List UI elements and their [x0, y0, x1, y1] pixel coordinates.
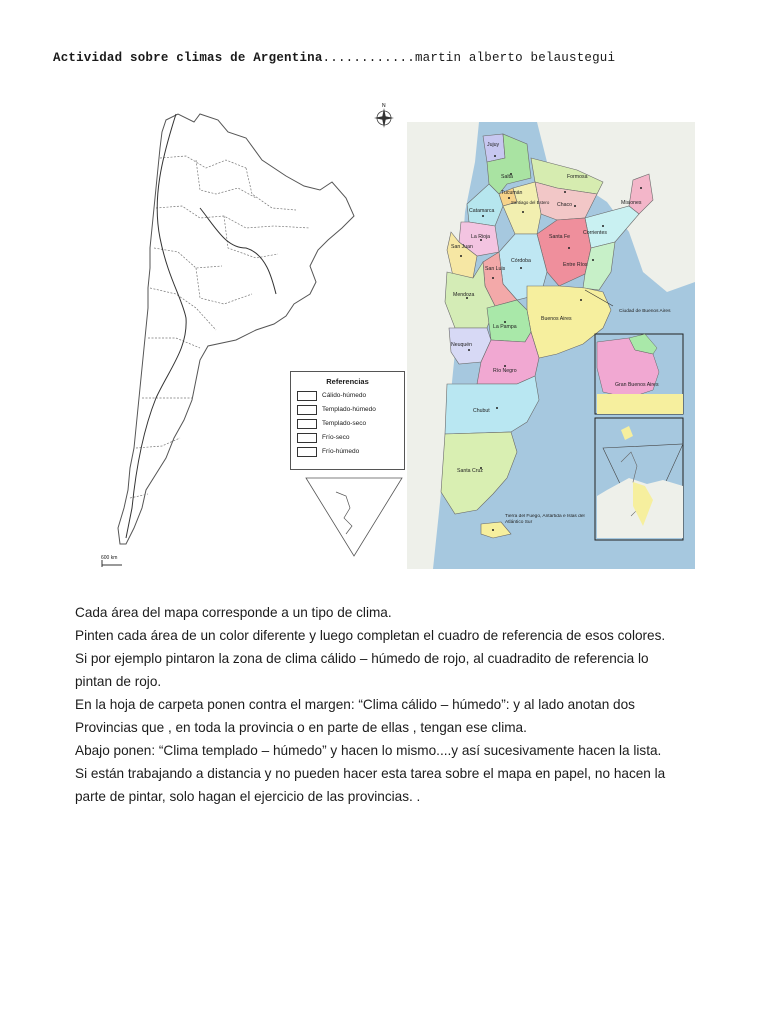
blank-climate-map [96, 98, 408, 568]
province-chubut [445, 376, 539, 434]
label-chaco: Chaco [557, 202, 572, 208]
label-misiones: Misiones [621, 200, 642, 206]
legend-label: Cálido-húmedo [322, 392, 367, 399]
label-santiago: Santiago del Estero [511, 200, 550, 205]
legend-box [290, 371, 405, 470]
label-chubut: Chubut [473, 408, 490, 414]
legend-item [297, 433, 404, 442]
label-rio-negro: Río Negro [493, 368, 517, 374]
instructions-text [75, 601, 715, 808]
legend-label: Frío-seco [322, 434, 350, 441]
instruction-line: Cada área del mapa corresponde a un tipo de clima. [75, 605, 392, 620]
instruction-line: Provincias que , en toda la provincia o en parte de ellas , tengan ese clima. [75, 720, 527, 735]
label-buenos-aires: Buenos Aires [541, 316, 572, 322]
label-la-pampa: La Pampa [493, 324, 517, 330]
label-entre-rios: Entre Ríos [563, 262, 588, 268]
label-neuquen: Neuquén [451, 342, 473, 348]
legend-swatch [297, 405, 317, 415]
label-cordoba: Córdoba [511, 258, 531, 264]
legend-item [297, 419, 404, 428]
legend-swatch [297, 433, 317, 443]
label-san-luis: San Luis [485, 266, 506, 272]
scale-label: 600 km [101, 555, 118, 561]
title-dots: ............ [322, 51, 415, 65]
label-catamarca: Catamarca [469, 208, 495, 214]
instruction-line: Si están trabajando a distancia y no pueden hacer esta tarea sobre el mapa en papel, no hacen la [75, 766, 666, 781]
legend-title: Referencias [326, 377, 369, 386]
political-map [407, 122, 695, 569]
instruction-line: Abajo ponen: “Clima templado – húmedo” y hacen lo mismo....y así sucesivamente hacen la lista. [75, 743, 662, 758]
label-tucuman: Tucumán [501, 190, 523, 196]
instruction-line: Si por ejemplo pintaron la zona de clima cálido – húmedo de rojo, al cuadradito de referencia lo [75, 651, 649, 666]
label-jujuy: Jujuy [487, 142, 500, 148]
document-title-line [53, 51, 615, 65]
label-tierra-del-fuego: Tierra del Fuego, Antártida e Islas del Atlántico Sur [505, 514, 585, 525]
instruction-line: Pinten cada área de un color diferente y luego completan el cuadro de referencia de esos colores. [75, 628, 666, 643]
instruction-line: parte de pintar, solo hagan el ejercicio de las provincias. . [75, 789, 421, 804]
label-santa-cruz: Santa Cruz [457, 468, 483, 474]
province-la-pampa [487, 300, 531, 342]
label-la-rioja: La Rioja [471, 234, 491, 240]
legend-swatch [297, 447, 317, 457]
compass-rose-icon [374, 103, 394, 128]
instruction-line: En la hoja de carpeta ponen contra el margen: “Clima cálido – húmedo”: y al lado anotan dos [75, 697, 635, 712]
legend-swatch [297, 391, 317, 401]
province-jujuy [483, 134, 505, 162]
instruction-line: pintan de rojo. [75, 674, 162, 689]
label-mendoza: Mendoza [453, 292, 475, 298]
author-name: martin alberto belaustegui [414, 51, 616, 65]
label-san-juan: San Juan [451, 244, 473, 250]
antarctic-sector-outline [306, 478, 402, 556]
label-corrientes: Corrientes [583, 230, 607, 236]
svg-text:N: N [382, 103, 386, 109]
label-formosa: Formosa [567, 174, 588, 180]
scale-bar [102, 560, 122, 567]
document-title: Actividad sobre climas de Argentina [53, 51, 323, 65]
label-santa-fe: Santa Fe [549, 234, 571, 240]
gba-inset [595, 334, 683, 414]
antarctic-inset [595, 418, 683, 540]
legend-label: Templado-seco [322, 420, 367, 427]
label-caba: Ciudad de Buenos Aires [619, 309, 671, 314]
legend-item [297, 391, 404, 400]
legend-item [297, 447, 404, 456]
label-gran-buenos-aires: Gran Buenos Aires [615, 382, 659, 388]
label-salta: Salta [501, 174, 513, 180]
legend-label: Templado-húmedo [322, 406, 376, 413]
legend-item [297, 405, 404, 414]
legend-label: Frío-húmedo [322, 448, 360, 455]
legend-swatch [297, 419, 317, 429]
